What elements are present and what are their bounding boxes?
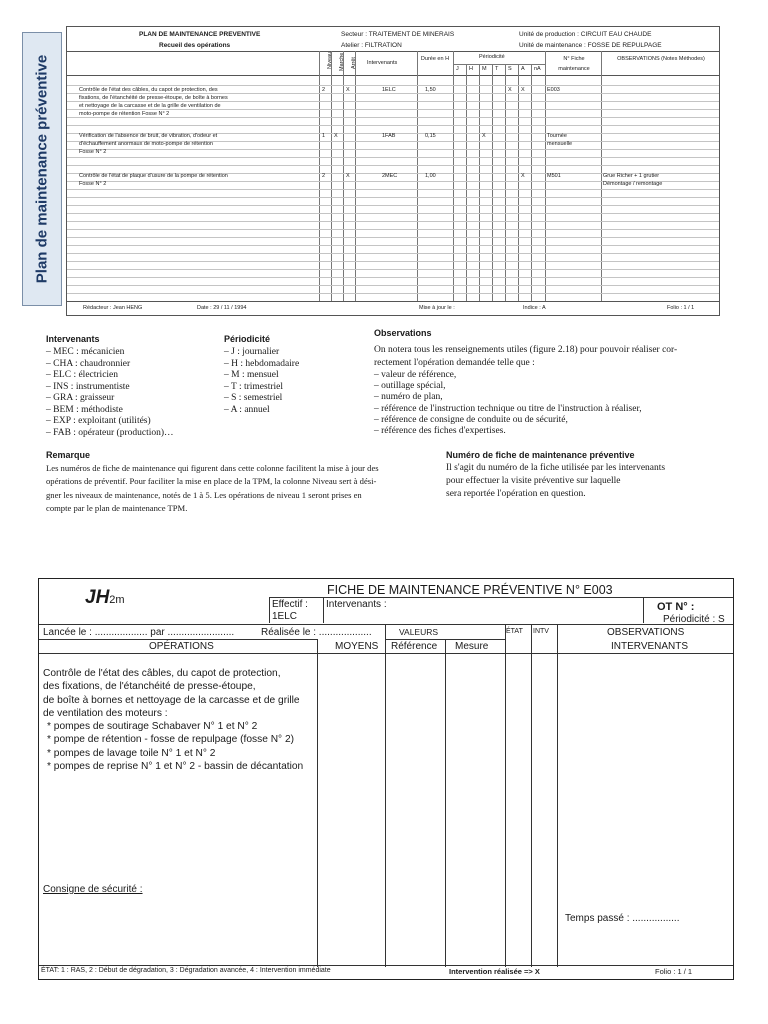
operation-line: de boîte à bornes et nettoyage de la carcasse et de grille [43, 694, 300, 706]
observations-text-line: rectement l'opération demandée telle que : [374, 358, 535, 368]
operations-text [43, 667, 303, 773]
col-arret: Arrêt [351, 57, 357, 69]
operation-line: des fixations, de l'étanchéité de presse-étoupe, [43, 681, 256, 693]
numero-fiche-line: pour effectuer la visite préventive sur laquelle [446, 476, 621, 486]
period-col-J: J [456, 66, 459, 72]
ot-label: OT N° : [657, 601, 695, 613]
operation-item: * pompe de rétention - fosse de repulpage (fosse N° 2) [47, 734, 295, 746]
plan-row-intervenant: 2MEC [382, 173, 398, 179]
fiche-periodicite: Périodicité : S [663, 614, 725, 625]
plan-row-period-m: X [482, 133, 486, 139]
legend-observations-text [374, 344, 677, 437]
legend-observations-title: Observations [374, 328, 432, 338]
legend-intervenant-item: – FAB : opérateur (production)… [46, 427, 174, 438]
legend-periodicite-item: – J : journalier [224, 347, 280, 357]
numero-fiche-line: sera reportée l'opération en question. [446, 489, 586, 499]
plan-row-3-line: Contrôle de l'état de plaque d'usure de la pompe de rétention [79, 173, 228, 179]
plan-title: PLAN DE MAINTENANCE PREVENTIVE [139, 31, 261, 38]
col-niveau: Niveau [327, 51, 333, 69]
observations-item: – numéro de plan, [374, 392, 443, 403]
intervenants-label: Intervenants : [326, 599, 387, 610]
legend-intervenant-item: – BEM : méthodiste [46, 404, 123, 415]
plan-indice: Indice : A [523, 305, 546, 311]
observations-item: – référence de l'instruction technique ou titre de l'instruction à réaliser, [374, 403, 642, 414]
effectif-label: Effectif : [272, 599, 308, 610]
plan-row-period-s: X [521, 173, 525, 179]
remarque-line: Les numéros de fiche de maintenance qui figurent dans cette colonne facilitent la mise à jour des [46, 463, 379, 473]
plan-row-duree: 1,50 [425, 87, 436, 93]
intv-header: INTV [533, 628, 549, 635]
lancee-le: Lancée le : ................... par ........................ [43, 627, 235, 638]
plan-rows [67, 27, 719, 315]
plan-row-period-s: X [521, 87, 525, 93]
period-col-A: A [521, 66, 525, 72]
fiche-logo: JH2m [85, 587, 125, 608]
col-marche: Marche [339, 52, 345, 71]
legend-intervenants-title: Intervenants [46, 334, 100, 344]
plan-row-intervenant: 1FAB [382, 133, 396, 139]
plan-row-3-line: Fosse N° 2 [79, 181, 107, 187]
observations-text-line: On notera tous les renseignements utiles (figure 2.18) pour pouvoir réaliser cor- [374, 345, 678, 355]
legend-intervenants-list [46, 347, 174, 439]
legend-intervenant-item: – MEC : mécanicien [46, 347, 125, 357]
plan-row-fiche: M501 [547, 173, 561, 179]
realisee-le: Réalisée le : ................... [261, 627, 372, 638]
legend-periodicite-item: – M : mensuel [224, 370, 279, 380]
plan-row-1-line: moto-pompe de rétention Fosse N° 2 [79, 111, 170, 117]
legend-intervenant-item: – EXP : exploitant (utilités) [46, 416, 151, 426]
operation-item: * pompes de reprise N° 1 et N° 2 - bassin de décantation [47, 761, 304, 773]
legend-periodicite-item: – H : hebdomadaire [224, 358, 300, 369]
period-col-S: S [508, 66, 512, 72]
period-col-nA: nA [534, 66, 541, 72]
legend-periodicite-item: – S : semestriel [224, 393, 283, 403]
valeurs-header: VALEURS [399, 627, 439, 637]
consigne-securite: Consigne de sécurité : [43, 884, 143, 895]
side-title: Plan de maintenance préventive [33, 54, 51, 284]
period-col-T: T [495, 66, 499, 72]
plan-row-fiche: E003 [547, 87, 560, 93]
plan-row-observation: Grue Richer + 1 grutier [603, 173, 660, 179]
plan-mise-a-jour: Mise à jour le : [419, 305, 455, 311]
remarque-text [46, 462, 379, 516]
plan-secteur: Secteur : TRAITEMENT DE MINERAIS [341, 31, 455, 38]
intervenants-col-header: INTERVENANTS [611, 641, 689, 652]
numero-fiche-text [446, 462, 665, 501]
numero-fiche-line: Il s'agit du numéro de la fiche utilisée par les intervenants [446, 463, 666, 473]
legend-periodicite-list [224, 347, 299, 416]
etat-legend: ÉTAT: 1 : RAS, 2 : Début de dégradation, 3 : Dégradation avancée, 4 : Intervention immédiate [41, 967, 331, 974]
col-duree: Durée en H [420, 56, 450, 62]
remarque-line: gner les niveaux de maintenance, notés de 1 à 5. Les opérations de niveau 1 seront prises en [46, 489, 362, 500]
side-title-tab [22, 32, 62, 306]
etat-header: ÉTAT [506, 628, 523, 635]
plan-redacteur: Rédacteur : Jean HENG [83, 305, 143, 311]
col-periodicite: Périodicité [479, 54, 505, 60]
plan-row-arret: X [346, 173, 350, 179]
legend-intervenant-item: – INS : instrumentiste [46, 381, 130, 392]
period-col-M: M [482, 66, 487, 72]
plan-row-marche: X [334, 133, 338, 139]
numero-fiche-title: Numéro de fiche de maintenance préventive [446, 450, 635, 460]
period-col-H: H [469, 66, 473, 72]
legend-intervenant-item: – GRA : graisseur [46, 393, 115, 403]
plan-row-intervenant: 1ELC [382, 87, 396, 93]
plan-row-2-line: d'échauffement anormaux de moto-pompe de rétention [79, 141, 213, 147]
reference-header: Référence [391, 641, 438, 652]
observations-item: – outillage spécial, [374, 381, 446, 392]
remarque-title: Remarque [46, 450, 91, 460]
remarque-line: opérations de préventif. Pour faciliter la mise en place de la TPM, la colonne Niveau sert à dési- [46, 476, 377, 487]
plan-row-2-line: Vérification de l'absence de bruit, de vibration, d'odeur et [79, 133, 218, 139]
operation-item: * pompes de soutirage Schabaver N° 1 et N° 2 [47, 721, 258, 733]
temps-passe: Temps passé : ................. [565, 913, 680, 924]
plan-row-2-line: Fosse N° 2 [79, 149, 107, 155]
mesure-header: Mesure [455, 641, 489, 652]
intervention-realisee: Intervention réalisée => X [449, 967, 540, 976]
observations-header: OBSERVATIONS [607, 627, 685, 638]
col-fiche: N° Fiche maintenance [558, 56, 590, 72]
legend-periodicite-item: – A : annuel [224, 404, 270, 415]
observations-item: – référence de consigne de conduite ou de sécurité, [374, 414, 568, 425]
col-observations: OBSERVATIONS (Notes Méthodes) [617, 56, 705, 62]
operation-item: * pompes de lavage toile N° 1 et N° 2 [47, 747, 216, 759]
plan-row-1-line: fixations, de l'étanchéité de presse-étoupe, de boîte à bornes [79, 95, 228, 101]
remarque-line: compte par le plan de maintenance TPM. [46, 503, 188, 514]
plan-table [66, 26, 720, 316]
plan-row-1-line: et nettoyage de la carcasse et de la grille de ventilation de [79, 103, 221, 109]
observations-item: – valeur de référence, [374, 370, 457, 380]
legend-intervenant-item: – ELC : électricien [46, 370, 119, 380]
plan-row-duree: 0,15 [425, 133, 436, 139]
legend-periodicite-item: – T : trimestriel [224, 381, 284, 392]
plan-row-observation: Démontage / remontage [603, 181, 663, 187]
plan-subtitle: Recueil des opérations [159, 42, 231, 49]
plan-row-duree: 1,00 [425, 173, 436, 179]
plan-row-period-t: X [508, 87, 512, 93]
plan-row-fiche: Tournée [547, 133, 567, 139]
observations-item: – référence des fiches d'expertises. [374, 426, 506, 437]
plan-row-niveau: 1 [322, 133, 326, 139]
operation-line: de ventilation des moteurs : [43, 707, 168, 719]
plan-atelier: Atelier : FILTRATION [341, 42, 402, 49]
plan-row-1-line: Contrôle de l'état des câbles, du capot de protection, des [79, 87, 218, 93]
legend-periodicite-title: Périodicité [224, 334, 271, 344]
effectif-value: 1ELC [272, 611, 298, 622]
plan-folio: Folio : 1 / 1 [667, 305, 695, 311]
operations-header: OPÉRATIONS [149, 641, 214, 652]
plan-row-arret: X [346, 87, 350, 93]
fiche-title: FICHE DE MAINTENANCE PRÉVENTIVE N° E003 [327, 583, 613, 597]
legend-intervenant-item: – CHA : chaudronnier [46, 358, 131, 369]
plan-date: Date : 29 / 11 / 1994 [197, 305, 247, 311]
plan-unite-production: Unité de production : CIRCUIT EAU CHAUDE [519, 31, 652, 38]
plan-unite-maintenance: Unité de maintenance : FOSSE DE REPULPAGE [519, 42, 662, 49]
fiche-folio: Folio : 1 / 1 [655, 967, 693, 976]
operation-line: Contrôle de l'état des câbles, du capot de protection, [43, 668, 281, 679]
plan-row-niveau: 2 [322, 173, 326, 179]
moyens-header: MOYENS [335, 641, 379, 652]
plan-row-niveau: 2 [322, 87, 326, 93]
plan-row-fiche: mensuelle [547, 141, 573, 147]
col-intervenants: Intervenants [367, 60, 398, 66]
fiche-maintenance [38, 578, 734, 980]
